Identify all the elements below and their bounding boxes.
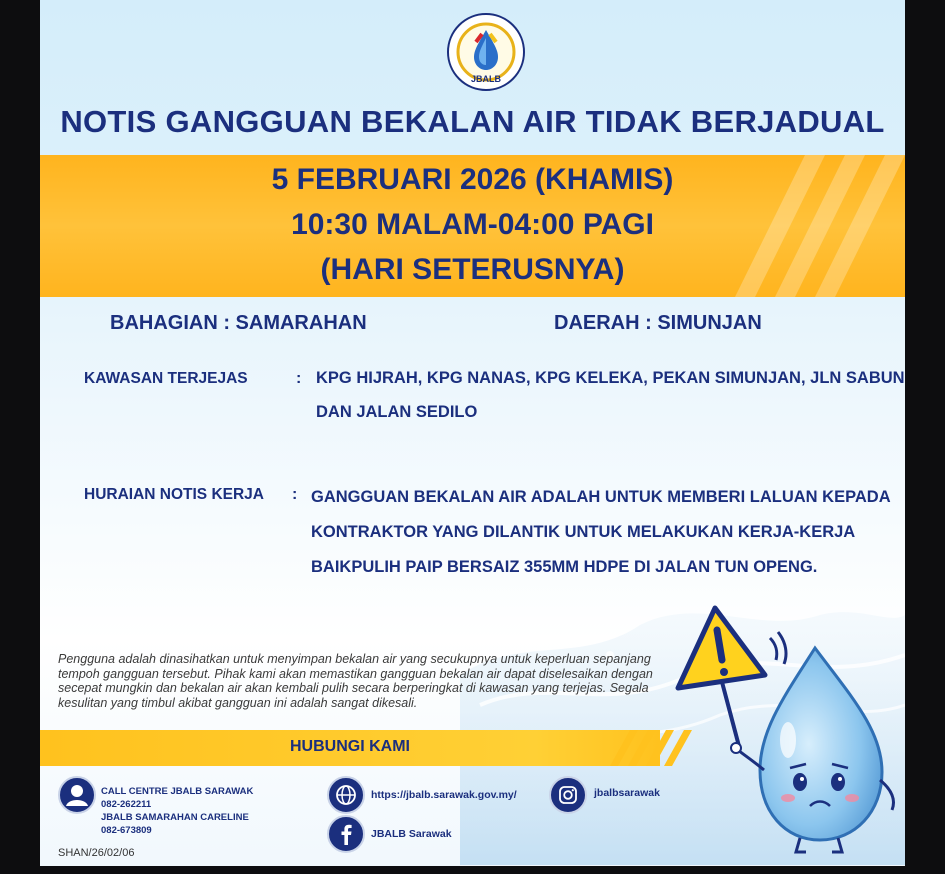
jbalb-logo [446, 12, 526, 92]
areas-line: KPG HIJRAH, KPG NANAS, KPG KELEKA, PEKAN SIMUNJAN, JLN SABUN [316, 369, 905, 387]
call-line: 082-262211 [101, 799, 152, 810]
areas-line: DAN JALAN SEDILO [316, 403, 478, 421]
schedule-date: 5 FEBRUARI 2026 (KHAMIS) [271, 163, 674, 196]
user-icon [58, 776, 96, 814]
division-label: BAHAGIAN : SAMARAHAN [110, 312, 367, 334]
website-link[interactable]: https://jbalb.sarawak.gov.my/ [371, 789, 517, 801]
work-value [311, 480, 891, 585]
schedule-banner [40, 155, 905, 297]
call-line: JBALB SAMARAHAN CARELINE [101, 812, 249, 823]
district-label: DAERAH : SIMUNJAN [554, 312, 762, 334]
logo-text: JBALB [470, 74, 502, 84]
globe-icon [327, 776, 365, 814]
areas-label: KAWASAN TERJEJAS [84, 370, 248, 387]
advice-text: Pengguna adalah dinasihatkan untuk menyimpan bekalan air yang secukupnya untuk keperluan sepanjang tempoh gangguan tersebut. Pihak kami akan memastikan gangguan bekalan air dapat diselesaikan dengan secepat mungkin dan bekalan air akan kembali pulih secara berperingkat di kawasan yang terjejas. Segala kesulitan yang timbul akibat gangguan ini adalah sangat dikesali. [58, 652, 653, 710]
work-line: KONTRAKTOR YANG DILANTIK UNTUK MELAKUKAN KERJA-KERJA [311, 523, 856, 541]
notice-title: NOTIS GANGGUAN BEKALAN AIR TIDAK BERJADUAL [60, 104, 885, 139]
call-line: 082-673809 [101, 825, 152, 836]
call-centre-info [101, 785, 253, 837]
facebook-link[interactable]: JBALB Sarawak [371, 828, 452, 840]
footer-code: SHAN/26/02/06 [58, 847, 135, 859]
schedule-note: (HARI SETERUSNYA) [320, 253, 625, 286]
work-colon: : [292, 486, 298, 503]
schedule-time: 10:30 MALAM-04:00 PAGI [291, 208, 654, 241]
call-line: CALL CENTRE JBALB SARAWAK [101, 786, 254, 797]
contact-title: HUBUNGI KAMI [290, 738, 410, 755]
warning-icon [678, 608, 786, 688]
instagram-link[interactable]: jbalbsarawak [594, 787, 660, 799]
notice-poster [40, 0, 905, 866]
work-line: GANGGUAN BEKALAN AIR ADALAH UNTUK MEMBERI LALUAN KEPADA [311, 488, 891, 506]
areas-value [316, 361, 905, 429]
work-line: BAIKPULIH PAIP BERSAIZ 355MM HDPE DI JALAN TUN OPENG. [311, 558, 818, 576]
water-drop-mascot [660, 600, 905, 860]
work-label: HURAIAN NOTIS KERJA [84, 486, 264, 503]
areas-colon: : [296, 370, 302, 387]
instagram-icon [549, 776, 587, 814]
facebook-icon [327, 815, 365, 853]
